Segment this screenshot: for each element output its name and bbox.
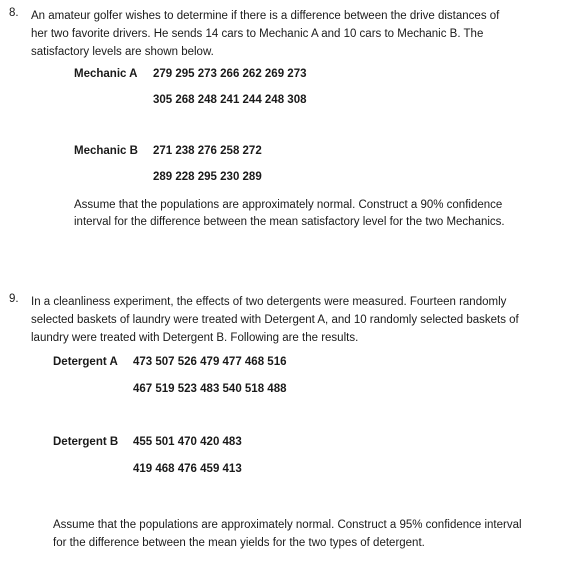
problem-9-text-line-2: selected baskets of laundry were treated with Detergent A, and 10 randomly selected baskets of [31,314,519,326]
problem-8-text-line-2: her two favorite drivers. He sends 14 cars to Mechanic A and 10 cars to Mechanic B. The [31,28,484,40]
detergent-b-label: Detergent B [53,436,119,448]
problem-8-text-line-1: An amateur golfer wishes to determine if there is a difference between the drive distances of [31,10,500,22]
problem-9-text-line-3: laundry were treated with Detergent B. Following are the results. [31,332,359,344]
detergent-a-label: Detergent A [53,356,118,368]
problem-8-instruction-line-2: interval for the difference between the mean satisfactory level for the two Mechanics. [74,216,505,228]
detergent-b-row-1: 455 501 470 420 483 [133,436,242,448]
problem-9-instruction-line-1: Assume that the populations are approximately normal. Construct a 95% confidence interval [53,519,522,531]
detergent-a-row-2: 467 519 523 483 540 518 488 [133,383,287,395]
detergent-a-row-1: 473 507 526 479 477 468 516 [133,356,287,368]
problem-8-instruction-line-1: Assume that the populations are approximately normal. Construct a 90% confidence [74,199,503,211]
problem-9-instruction-line-2: for the difference between the mean yields for the two types of detergent. [53,537,425,549]
mechanic-b-row-1: 271 238 276 258 272 [153,145,262,157]
problem-8-number: 8. [9,7,19,19]
problem-9-text-line-1: In a cleanliness experiment, the effects of two detergents were measured. Fourteen randomly [31,296,507,308]
mechanic-a-row-1: 279 295 273 266 262 269 273 [153,68,307,80]
mechanic-b-row-2: 289 228 295 230 289 [153,171,262,183]
detergent-b-row-2: 419 468 476 459 413 [133,463,242,475]
problem-9-number: 9. [9,293,19,305]
mechanic-a-row-2: 305 268 248 241 244 248 308 [153,94,307,106]
mechanic-a-label: Mechanic A [74,68,138,80]
problem-8-text-line-3: satisfactory levels are shown below. [31,46,214,58]
mechanic-b-label: Mechanic B [74,145,138,157]
